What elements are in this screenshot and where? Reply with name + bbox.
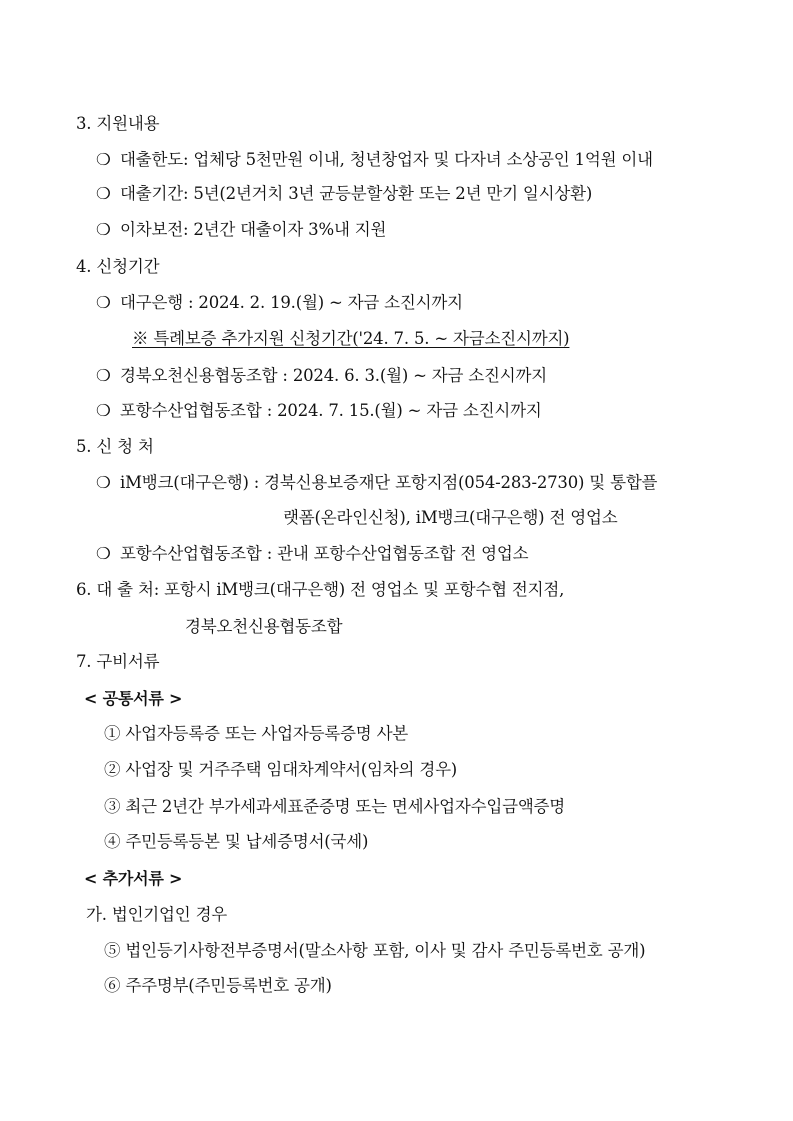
corporate-heading: 가. 법인기업인 경우 — [86, 905, 228, 924]
list-item: ❍ 대출기간: 5년(2년거치 3년 균등분할상환 또는 2년 만기 일시상환) — [96, 184, 593, 203]
common-documents-title: < 공통서류 > — [84, 689, 183, 708]
list-item: ❍ 포항수산업협동조합 : 관내 포항수산업협동조합 전 영업소 — [96, 544, 529, 563]
document-item: ① 사업자등록증 또는 사업자등록증명 사본 — [104, 724, 409, 743]
circle-bullet-icon: ❍ — [96, 150, 111, 169]
section-4-heading: 4. 신청기간 — [76, 257, 160, 276]
section-6-heading: 6. 대 출 처: 포항시 iM뱅크(대구은행) 전 영업소 및 포항수협 전지점, — [76, 580, 565, 599]
circle-bullet-icon: ❍ — [96, 184, 111, 203]
list-item: ❍ iM뱅크(대구은행) : 경북신용보증재단 포항지점(054-283-2730) 및 통합플 — [96, 473, 658, 492]
circle-bullet-icon: ❍ — [96, 220, 111, 239]
circle-bullet-icon: ❍ — [96, 544, 111, 563]
section-7-heading: 7. 구비서류 — [76, 652, 160, 671]
document-item: ④ 주민등록등본 및 납세증명서(국세) — [104, 832, 369, 851]
circle-bullet-icon: ❍ — [96, 293, 111, 312]
section-6-continuation: 경북오천신용협동조합 — [185, 617, 343, 636]
document-item: ③ 최근 2년간 부가세과세표준증명 또는 면세사업자수입금액증명 — [104, 797, 566, 816]
circle-bullet-icon: ❍ — [96, 401, 111, 420]
document-item: ② 사업장 및 거주주택 임대차계약서(임차의 경우) — [104, 760, 458, 779]
circle-bullet-icon: ❍ — [96, 473, 111, 492]
document-item: ⑤ 법인등기사항전부증명서(말소사항 포함, 이사 및 감사 주민등록번호 공개) — [104, 941, 646, 960]
list-item-continuation: 랫폼(온라인신청), iM뱅크(대구은행) 전 영업소 — [283, 508, 618, 527]
list-item: ❍ 경북오천신용협동조합 : 2024. 6. 3.(월) ~ 자금 소진시까지 — [96, 366, 547, 385]
document-item: ⑥ 주주명부(주민등록번호 공개) — [104, 976, 332, 995]
section-5-heading: 5. 신 청 처 — [76, 437, 154, 456]
list-item: ❍ 대출한도: 업체당 5천만원 이내, 청년창업자 및 다자녀 소상공인 1억원 이내 — [96, 150, 653, 169]
list-item: ❍ 포항수산업협동조합 : 2024. 7. 15.(월) ~ 자금 소진시까지 — [96, 401, 542, 420]
special-guarantee-note: ※ 특례보증 추가지원 신청기간('24. 7. 5. ~ 자금소진시까지) — [132, 329, 570, 348]
section-3-heading: 3. 지원내용 — [76, 114, 160, 133]
list-item: ❍ 이차보전: 2년간 대출이자 3%내 지원 — [96, 220, 387, 239]
circle-bullet-icon: ❍ — [96, 366, 111, 385]
extra-documents-title: < 추가서류 > — [84, 869, 183, 888]
list-item: ❍ 대구은행 : 2024. 2. 19.(월) ~ 자금 소진시까지 — [96, 293, 463, 312]
